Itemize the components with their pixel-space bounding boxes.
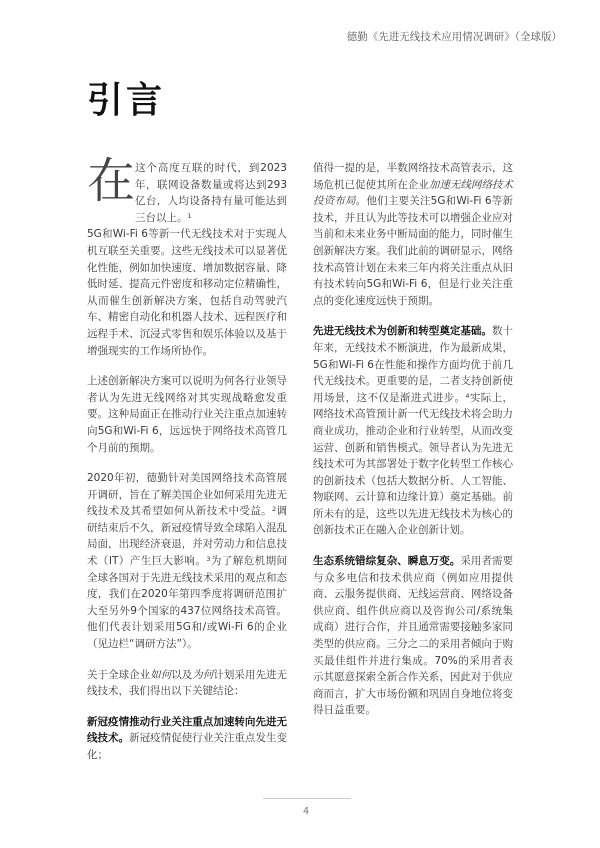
covid-lead: 新冠疫情推动行业关注重点加速转向先进无线技术。	[87, 715, 287, 745]
intro-text: 这个高度互联的时代，到2023年，联网设备数量或将达到293亿台，人均设备持有量可能达到三台以上。	[135, 162, 287, 224]
paragraph-innovation: 上述创新解决方案可以说明为何各行业领导者认为先进无线网络对其实现战略愈发重要。这种局面正在推动行业关注重点加速转向5G和Wi-Fi 6，远远快于网络技术高管几个月前的预期。	[87, 375, 287, 454]
right-column	[313, 160, 513, 719]
conclusions-text-c: 计划采用先进无线技术，我们得出以下关键结论：	[87, 668, 288, 698]
survey-text-b: 调研结束后不久，新冠疫情导致全球陷入混乱局面，出现经济衰退，并对劳动力和信息技术（IT）产生巨大影响。	[87, 505, 288, 568]
conclusions-em-why: 为何	[192, 668, 214, 681]
ecosystem-lead: 生态系统错综复杂、瞬息万变。	[313, 555, 461, 568]
crisis-em: 加速无线网络技术投资布局	[313, 178, 514, 208]
crisis-text-b: 。他们主要关注5G和Wi-Fi 6等新技术，并且认为此等技术可以增强企业应对当前和未来业务中断局面的能力，同时催生创新解决方案。我们此前的调研显示，网络技术高管计划在未来三年内将关注重点从旧有技术转向5G和Wi-Fi 6，但是行业关注重点的变化速度远快于预期。	[313, 195, 513, 307]
footer-divider	[263, 798, 351, 799]
page-title: 引言	[87, 80, 166, 121]
conclusions-text-a: 关于全球企业	[87, 668, 151, 681]
paragraph-covid	[87, 714, 287, 764]
footnote-ref-3: 3	[206, 555, 211, 564]
paragraph-conclusions	[87, 667, 287, 700]
intro-block	[87, 153, 287, 226]
paragraph-foundation	[313, 323, 513, 539]
conclusions-em-how: 如何	[150, 668, 172, 681]
covid-text: 新冠疫情促使行业关注重点发生变化；	[87, 732, 288, 761]
foundation-text-a: 数十年来，无线技术不断演进，作为最新成果，5G和Wi-Fi 6在性能和操作方面均优于前几代无线技术。更重要的是，二者支持创新使用场景，这不仅是渐进式进步。	[313, 325, 514, 404]
left-column	[87, 153, 288, 764]
footnote-ref-4: 4	[465, 391, 470, 400]
drop-cap: 在	[87, 153, 136, 209]
survey-text-c: 为了解危机期间全球各国对于先进无线技术采用的观点和态度，我们在2020年第四季度将调研范围扩大至另外9个国家的437位网络技术高管。他们代表计划采用5G和/或Wi-Fi 6的企业（见边栏“调研方法”）。	[87, 555, 288, 651]
paragraph-ecosystem	[313, 553, 513, 719]
intro-first-lines	[135, 160, 287, 226]
survey-text-a: 2020年初，德勤针对美国网络技术高管展开调研，旨在了解美国企业如何采用先进无线技术及其希望如何从新技术中受益。	[87, 472, 287, 518]
page-number: 4	[302, 806, 310, 817]
paragraph-survey	[87, 470, 287, 653]
footnote-ref-2: 2	[271, 505, 277, 514]
footnote-ref-1: 1	[187, 211, 192, 220]
header-title: 德勤《先进无线技术应用情况调研》（全球版）	[346, 31, 562, 43]
ecosystem-text: 采用者需要与众多电信和技术供应商（例如应用提供商、云服务提供商、无线运营商、网络设备供应商、组件供应商以及咨询公司/系统集成商）进行合作，并且通常需要接触多家同类型的供应商。三分之二的采用者倾向于购买最佳组件并进行集成。70%的采用者表示其愿意探索全新合作关系，因此对于供应商而言，扩大市场份额和巩固自身地位将变得日益重要。	[313, 555, 514, 717]
crisis-text-a: 值得一提的是，半数网络技术高管表示，这场危机已促使其所在企业	[313, 162, 513, 191]
conclusions-text-b: 以及	[171, 668, 193, 681]
paragraph-crisis	[313, 160, 513, 309]
intro-paragraph: 5G和Wi-Fi 6等新一代无线技术对于实现人机互联至关重要。这些无线技术可以显著优化性能，例如加快速度、增加数据容量、降低时延、提高元件密度和移动定位精确性，从而催生创新解决方案，包括自动驾驶汽车、精密自动化和机器人技术、远程医疗和远程手术、沉浸式零售和娱乐体验以及基于增强现实的工作场所协作。	[87, 228, 287, 357]
foundation-text-b: 实际上，网络技术高管预计新一代无线技术将会助力商业成功，推动企业和行业转型，从而改变运营、创新和销售模式。领导者认为先进无线技术可为其部署处于数字化转型工作核心的创新技术（包括大数据分析、人工智能、物联网、云计算和边缘计算）奠定基础。前所未有的是，这些以先进无线技术为核心的创新技术正在融入企业创新计划。	[313, 391, 514, 537]
foundation-lead: 先进无线技术为创新和转型奠定基础。	[313, 325, 492, 338]
